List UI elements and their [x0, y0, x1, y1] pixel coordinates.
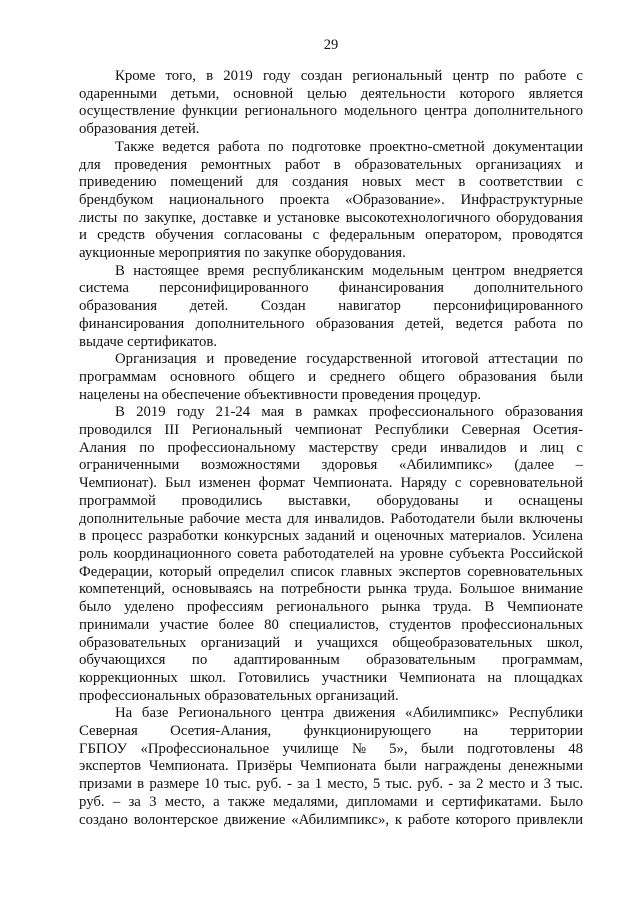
- paragraph: [79, 139, 583, 263]
- text-line: образовательных организаций и учащихся общеобразовательных школ,: [79, 634, 583, 651]
- paragraph: [79, 705, 583, 829]
- text-line: коррекционных школ. Готовились участники Чемпионата на площадках: [79, 669, 583, 686]
- text-line: листы по закупке, доставке и установке высокотехнологичного оборудования: [79, 209, 583, 226]
- text-line: программой проводились выставки, оборудованы и оснащены: [79, 492, 583, 509]
- text-line: одаренными детьми, основной целью деятельности которого является: [79, 85, 583, 102]
- text-line: образования детей.: [79, 121, 200, 138]
- text-line: ГБПОУ «Профессиональное училище № 5», были подготовлены 48: [79, 740, 583, 757]
- text-line: профессиональных образовательных организаций.: [79, 687, 399, 704]
- paragraph: [79, 351, 583, 404]
- text-line: для проведения ремонтных работ в образовательных организациях и: [79, 156, 583, 173]
- text-line: В 2019 году 21-24 мая в рамках профессионального образования: [115, 404, 583, 421]
- text-line: принимали участие более 80 специалистов, студентов профессиональных: [79, 616, 583, 633]
- text-line: проводился III Региональный чемпионат Республики Северная Осетия-: [79, 422, 583, 439]
- text-line: дополнительные рабочие места для инвалидов. Работодатели были включены: [79, 510, 583, 527]
- text-line: руб. – за 3 место, а также медалями, дипломами и сертификатами. Было: [79, 793, 583, 810]
- text-line: образования детей. Создан навигатор персонифицированного: [79, 298, 583, 315]
- text-line: было уделено профессиям регионального рынка труда. В Чемпионате: [79, 599, 583, 616]
- text-line: компетенций, основываясь на потребности рынка труда. Большое внимание: [79, 581, 583, 598]
- paragraph: [79, 68, 583, 139]
- text-line: На базе Регионального центра движения «Абилимпикс» Республики: [115, 705, 583, 722]
- text-line: В настоящее время республиканским модельным центром внедряется: [115, 262, 583, 279]
- text-line: и средств обучения согласованы с федеральным оператором, проводятся: [79, 227, 583, 244]
- document-body: [79, 68, 583, 829]
- text-line: осуществление функции регионального модельного центра дополнительного: [79, 103, 583, 120]
- text-line: Также ведется работа по подготовке проектно-сметной документации: [115, 138, 583, 155]
- text-line: экспертов Чемпионата. Призёры Чемпионата были награждены денежными: [79, 758, 583, 775]
- text-line: в процесс разработки конкурсных заданий и оценочных материалов. Усилена: [79, 528, 583, 545]
- paragraph: [79, 404, 583, 705]
- text-line: Алания по профессиональному мастерству среди инвалидов и лиц с: [79, 439, 583, 456]
- text-line: Федерации, который определил список главных экспертов соревновательных: [79, 563, 583, 580]
- text-line: приведению помещений для создания новых мест в соответствии с: [79, 174, 583, 191]
- text-line: Северная Осетия-Алания, функционирующего на территории: [79, 723, 583, 740]
- text-line: система персонифицированного финансирования дополнительного: [79, 280, 583, 297]
- text-line: ограниченными возможностями здоровья «Абилимпикс» (далее –: [79, 457, 583, 474]
- paragraph: [79, 263, 583, 352]
- text-line: Чемпионат). Был изменен формат Чемпионата. Наряду с соревновательной: [79, 475, 583, 492]
- text-line: Организация и проведение государственной итоговой аттестации по: [115, 351, 583, 368]
- text-line: призами в размере 10 тыс. руб. - за 1 место, 5 тыс. руб. - за 2 место и 3 тыс.: [79, 776, 583, 793]
- text-line: аукционные мероприятия по закупке оборудования.: [79, 245, 406, 262]
- page-number: 29: [323, 37, 339, 53]
- text-line: выдаче сертификатов.: [79, 333, 218, 350]
- text-line: брендбуком национального проекта «Образование». Инфраструктурные: [79, 191, 583, 208]
- text-line: финансирования дополнительного образования детей, ведется работа по: [79, 315, 583, 332]
- text-line: роль координационного совета работодателей на уровне субъекта Российской: [79, 545, 583, 562]
- text-line: обучающихся по адаптированным образовательным программам,: [79, 652, 583, 669]
- text-line: создано волонтерское движение «Абилимпикс», к работе которого привлекли: [79, 811, 583, 828]
- text-line: программам основного общего и среднего общего образования были: [79, 368, 583, 385]
- text-line: Кроме того, в 2019 году создан региональный центр по работе с: [115, 68, 583, 84]
- text-line: нацелены на обеспечение объективности проведения процедур.: [79, 386, 482, 403]
